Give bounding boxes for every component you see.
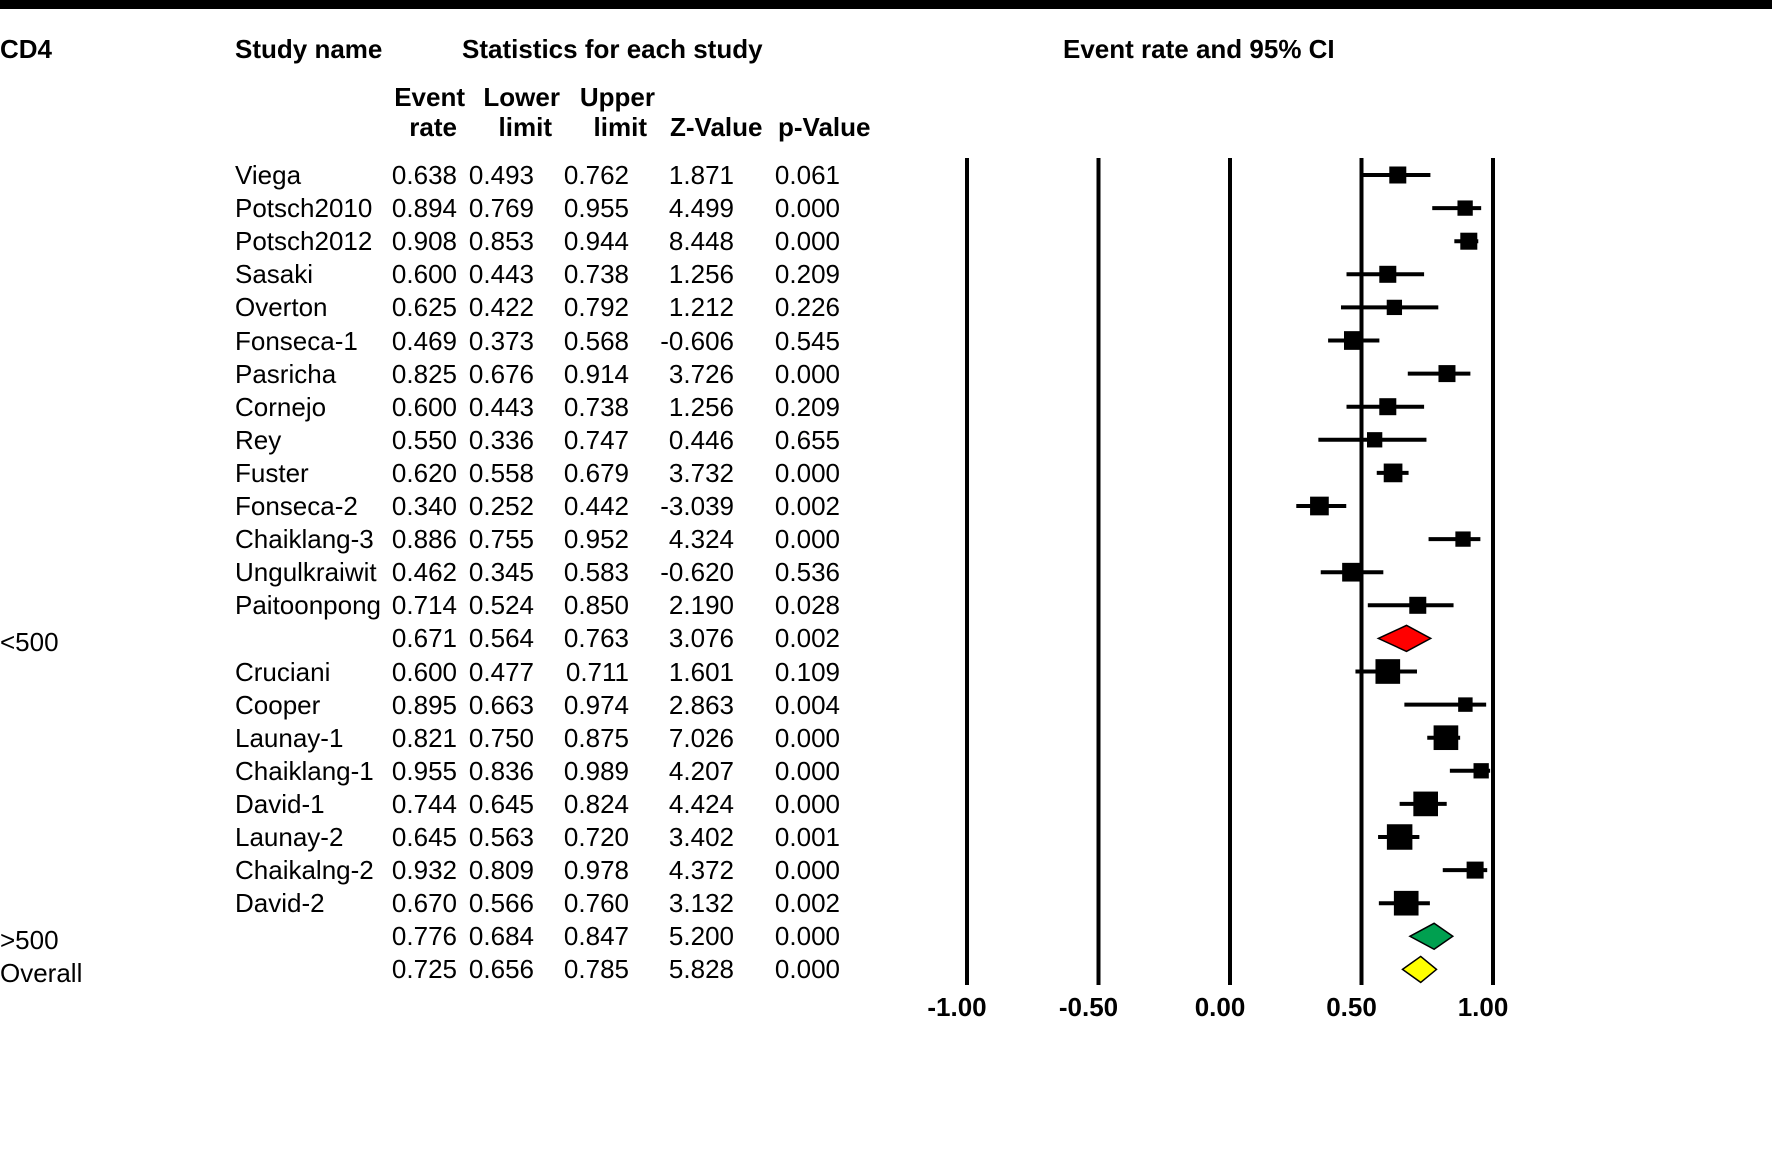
study-name: Fonseca-1 bbox=[235, 325, 358, 356]
study-name: Cornejo bbox=[235, 391, 327, 422]
p-value: 0.209 bbox=[774, 259, 840, 290]
subgroup-label: Overall bbox=[0, 958, 83, 989]
upper-limit-value: 0.824 bbox=[563, 788, 629, 819]
lower-limit-value: 0.564 bbox=[468, 623, 534, 654]
lower-limit-value: 0.443 bbox=[468, 391, 534, 422]
event-rate-value: 0.462 bbox=[391, 557, 457, 588]
study-name: Chaiklang-1 bbox=[235, 755, 374, 786]
study-name: Potsch2012 bbox=[235, 226, 373, 257]
upper-limit-value: 0.442 bbox=[563, 491, 629, 521]
point-estimate-square bbox=[1342, 563, 1361, 582]
lower-limit-value: 0.493 bbox=[468, 160, 534, 190]
study-name: Chaiklang-3 bbox=[235, 524, 374, 555]
z-value: 3.076 bbox=[668, 623, 734, 654]
p-value: 0.061 bbox=[774, 160, 840, 190]
header-rate: rate bbox=[409, 112, 457, 142]
p-value: 0.002 bbox=[774, 491, 840, 521]
study-name: Cooper bbox=[235, 689, 321, 720]
p-value: 0.655 bbox=[774, 424, 840, 455]
upper-limit-value: 0.847 bbox=[563, 921, 629, 952]
p-value: 0.004 bbox=[774, 689, 840, 720]
event-rate-value: 0.776 bbox=[391, 921, 457, 952]
z-value: 4.499 bbox=[668, 193, 734, 224]
z-value: 8.448 bbox=[668, 226, 734, 257]
event-rate-value: 0.714 bbox=[391, 590, 457, 621]
x-tick-label: -0.50 bbox=[1058, 992, 1119, 1022]
event-rate-value: 0.670 bbox=[391, 888, 457, 919]
upper-limit-value: 0.738 bbox=[563, 391, 629, 422]
point-estimate-square bbox=[1384, 464, 1403, 483]
z-value: 4.424 bbox=[668, 788, 734, 819]
lower-limit-value: 0.524 bbox=[468, 590, 534, 621]
p-value: 0.000 bbox=[774, 855, 840, 886]
event-rate-value: 0.895 bbox=[391, 689, 457, 720]
upper-limit-value: 0.763 bbox=[563, 623, 629, 654]
point-estimate-square bbox=[1310, 497, 1329, 516]
study-name: Potsch2010 bbox=[235, 193, 373, 224]
lower-limit-value: 0.563 bbox=[468, 822, 534, 852]
upper-limit-value: 0.711 bbox=[565, 656, 629, 687]
z-value: 5.828 bbox=[668, 954, 734, 985]
event-rate-value: 0.886 bbox=[391, 524, 457, 555]
lower-limit-value: 0.676 bbox=[468, 358, 534, 389]
summary-diamond bbox=[1410, 923, 1453, 949]
study-name: Overton bbox=[235, 292, 328, 323]
header-study-name: Study name bbox=[235, 34, 383, 64]
p-value: 0.000 bbox=[774, 921, 840, 952]
event-rate-value: 0.620 bbox=[391, 457, 457, 488]
z-value: 5.200 bbox=[668, 921, 734, 952]
p-value: 0.002 bbox=[774, 623, 840, 654]
z-value: 3.732 bbox=[668, 457, 734, 488]
header-p-value: p-Value bbox=[778, 112, 871, 142]
lower-limit-value: 0.566 bbox=[468, 888, 534, 919]
lower-limit-value: 0.558 bbox=[468, 457, 534, 488]
p-value: 0.028 bbox=[774, 590, 840, 621]
p-value: 0.000 bbox=[774, 788, 840, 819]
event-rate-value: 0.725 bbox=[391, 954, 457, 985]
event-rate-value: 0.744 bbox=[391, 788, 457, 819]
p-value: 0.000 bbox=[774, 722, 840, 753]
subgroup-label: <500 bbox=[0, 627, 59, 658]
lower-limit-value: 0.663 bbox=[468, 689, 534, 720]
lower-limit-value: 0.336 bbox=[468, 424, 534, 455]
event-rate-value: 0.600 bbox=[391, 656, 457, 687]
z-value: 2.190 bbox=[668, 590, 734, 621]
point-estimate-square bbox=[1375, 659, 1400, 684]
summary-diamond bbox=[1378, 625, 1430, 651]
point-estimate-square bbox=[1379, 266, 1396, 283]
upper-limit-value: 0.978 bbox=[563, 855, 629, 886]
event-rate-value: 0.955 bbox=[391, 755, 457, 786]
upper-limit-value: 0.850 bbox=[563, 590, 629, 621]
z-value: 0.446 bbox=[668, 424, 734, 455]
header-event: Event bbox=[394, 82, 465, 112]
study-name: David-1 bbox=[235, 788, 325, 819]
x-tick-label: 1.00 bbox=[1457, 992, 1509, 1022]
upper-limit-value: 0.568 bbox=[563, 325, 629, 356]
summary-diamond bbox=[1403, 956, 1437, 982]
p-value: 0.000 bbox=[774, 193, 840, 224]
z-value: 4.372 bbox=[668, 855, 734, 886]
study-name: Pasricha bbox=[235, 358, 337, 389]
upper-limit-value: 0.747 bbox=[563, 424, 629, 455]
p-value: 0.000 bbox=[774, 524, 840, 555]
upper-limit-value: 0.792 bbox=[563, 292, 629, 323]
point-estimate-square bbox=[1458, 697, 1472, 711]
header-upper-limit: limit bbox=[593, 112, 647, 142]
lower-limit-value: 0.684 bbox=[468, 921, 534, 952]
point-estimate-square bbox=[1409, 597, 1426, 614]
point-estimate-square bbox=[1434, 725, 1459, 750]
point-estimate-square bbox=[1474, 763, 1489, 778]
point-estimate-square bbox=[1467, 862, 1484, 879]
z-value: 3.726 bbox=[668, 358, 734, 389]
z-value: 7.026 bbox=[668, 722, 734, 753]
p-value: 0.001 bbox=[774, 822, 840, 852]
event-rate-value: 0.908 bbox=[391, 226, 457, 257]
p-value: 0.226 bbox=[774, 292, 840, 323]
upper-limit-value: 0.738 bbox=[563, 259, 629, 290]
point-estimate-square bbox=[1387, 300, 1402, 315]
point-estimate-square bbox=[1413, 792, 1438, 817]
p-value: 0.545 bbox=[774, 325, 840, 356]
p-value: 0.000 bbox=[774, 358, 840, 389]
upper-limit-value: 0.914 bbox=[563, 358, 629, 389]
study-name: Launay-1 bbox=[235, 722, 344, 753]
point-estimate-square bbox=[1457, 200, 1472, 215]
header-plot-title: Event rate and 95% CI bbox=[1063, 34, 1335, 64]
lower-limit-value: 0.477 bbox=[468, 656, 534, 687]
lower-limit-value: 0.345 bbox=[468, 557, 534, 588]
x-tick-label: -1.00 bbox=[927, 992, 987, 1022]
p-value: 0.109 bbox=[774, 656, 840, 687]
upper-limit-value: 0.989 bbox=[563, 755, 629, 786]
point-estimate-square bbox=[1379, 398, 1396, 415]
lower-limit-value: 0.252 bbox=[468, 491, 534, 521]
study-name: Chaikalng-2 bbox=[235, 855, 374, 886]
header-cd4: CD4 bbox=[0, 34, 53, 64]
z-value: 1.871 bbox=[668, 160, 734, 190]
p-value: 0.000 bbox=[774, 755, 840, 786]
study-name: Launay-2 bbox=[235, 822, 344, 852]
upper-limit-value: 0.583 bbox=[563, 557, 629, 588]
z-value: -0.606 bbox=[660, 325, 734, 356]
upper-limit-value: 0.955 bbox=[563, 193, 629, 224]
study-name: Fonseca-2 bbox=[235, 491, 358, 521]
header-upper: Upper bbox=[579, 82, 655, 112]
upper-limit-value: 0.974 bbox=[563, 689, 629, 720]
z-value: 4.324 bbox=[668, 524, 734, 555]
event-rate-value: 0.894 bbox=[391, 193, 457, 224]
z-value: 3.402 bbox=[668, 822, 734, 852]
point-estimate-square bbox=[1389, 167, 1406, 184]
z-value: 1.212 bbox=[668, 292, 734, 323]
z-value: 2.863 bbox=[668, 689, 734, 720]
p-value: 0.002 bbox=[774, 888, 840, 919]
x-tick-label: 0.50 bbox=[1326, 992, 1377, 1022]
study-name: Cruciani bbox=[235, 656, 331, 687]
point-estimate-square bbox=[1367, 432, 1382, 447]
event-rate-value: 0.600 bbox=[391, 259, 457, 290]
study-name: Fuster bbox=[235, 457, 309, 488]
lower-limit-value: 0.836 bbox=[468, 755, 534, 786]
event-rate-value: 0.645 bbox=[391, 822, 457, 852]
point-estimate-square bbox=[1438, 365, 1455, 382]
event-rate-value: 0.932 bbox=[391, 855, 457, 886]
study-name: Viega bbox=[235, 160, 302, 190]
upper-limit-value: 0.952 bbox=[563, 524, 629, 555]
z-value: 4.207 bbox=[668, 755, 734, 786]
p-value: 0.000 bbox=[774, 457, 840, 488]
lower-limit-value: 0.755 bbox=[468, 524, 534, 555]
header-lower-limit: limit bbox=[498, 112, 552, 142]
lower-limit-value: 0.656 bbox=[468, 954, 534, 985]
lower-limit-value: 0.853 bbox=[468, 226, 534, 257]
lower-limit-value: 0.750 bbox=[468, 722, 534, 753]
lower-limit-value: 0.422 bbox=[468, 292, 534, 323]
lower-limit-value: 0.373 bbox=[468, 325, 534, 356]
lower-limit-value: 0.443 bbox=[468, 259, 534, 290]
header-statistics: Statistics for each study bbox=[462, 34, 763, 64]
z-value: -0.620 bbox=[660, 557, 734, 588]
p-value: 0.536 bbox=[774, 557, 840, 588]
point-estimate-square bbox=[1460, 233, 1477, 250]
study-name: Ungulkraiwit bbox=[235, 557, 377, 588]
subgroup-label: >500 bbox=[0, 925, 59, 956]
event-rate-value: 0.821 bbox=[391, 722, 457, 753]
event-rate-value: 0.638 bbox=[391, 160, 457, 190]
study-name: David-2 bbox=[235, 888, 325, 919]
lower-limit-value: 0.809 bbox=[468, 855, 534, 886]
lower-limit-value: 0.645 bbox=[468, 788, 534, 819]
header-z-value: Z-Value bbox=[670, 112, 763, 142]
header-lower: Lower bbox=[483, 82, 560, 112]
x-tick-label: 0.00 bbox=[1194, 992, 1246, 1022]
z-value: 1.256 bbox=[668, 259, 734, 290]
point-estimate-square bbox=[1394, 891, 1419, 916]
point-estimate-square bbox=[1387, 824, 1413, 850]
upper-limit-value: 0.720 bbox=[563, 822, 629, 852]
z-value: 3.132 bbox=[668, 888, 734, 919]
p-value: 0.209 bbox=[774, 391, 840, 422]
upper-limit-value: 0.679 bbox=[563, 457, 629, 488]
event-rate-value: 0.600 bbox=[391, 391, 457, 422]
z-value: 1.601 bbox=[668, 656, 734, 687]
event-rate-value: 0.671 bbox=[391, 623, 457, 654]
p-value: 0.000 bbox=[774, 226, 840, 257]
upper-limit-value: 0.760 bbox=[563, 888, 629, 919]
lower-limit-value: 0.769 bbox=[468, 193, 534, 224]
point-estimate-square bbox=[1344, 331, 1363, 350]
event-rate-value: 0.625 bbox=[391, 292, 457, 323]
event-rate-value: 0.825 bbox=[391, 358, 457, 389]
z-value: 1.256 bbox=[668, 391, 734, 422]
upper-limit-value: 0.762 bbox=[563, 160, 629, 190]
event-rate-value: 0.469 bbox=[391, 325, 457, 356]
upper-limit-value: 0.875 bbox=[563, 722, 629, 753]
point-estimate-square bbox=[1455, 531, 1470, 546]
event-rate-value: 0.550 bbox=[391, 424, 457, 455]
study-name: Paitoonpong bbox=[235, 590, 382, 621]
study-name: Rey bbox=[235, 424, 282, 455]
p-value: 0.000 bbox=[774, 954, 840, 985]
upper-limit-value: 0.785 bbox=[563, 954, 629, 985]
event-rate-value: 0.340 bbox=[391, 491, 457, 521]
z-value: -3.039 bbox=[660, 491, 734, 521]
upper-limit-value: 0.944 bbox=[563, 226, 629, 257]
study-name: Sasaki bbox=[235, 259, 314, 290]
